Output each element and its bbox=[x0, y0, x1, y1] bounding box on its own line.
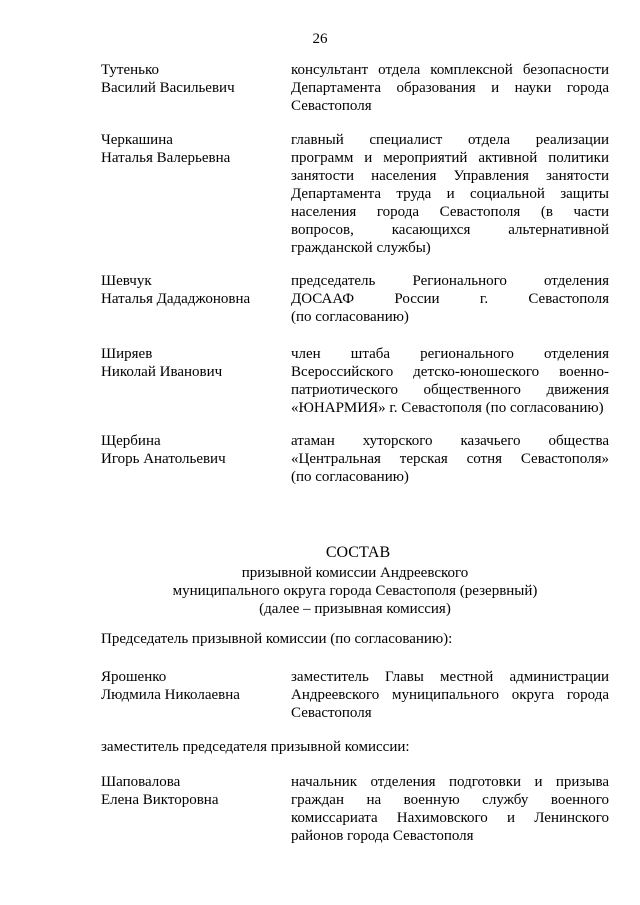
heading-line: муниципального округа города Севастополя (резервный) bbox=[172, 583, 538, 599]
section-heading-subtitle bbox=[0, 564, 640, 618]
role-line: гражданской службы) bbox=[291, 240, 431, 256]
given-names: Людмила Николаевна bbox=[101, 687, 240, 703]
role-line: «Центральная терская сотня Севастополя» bbox=[291, 451, 609, 467]
surname: Шевчук bbox=[101, 273, 152, 289]
given-names: Наталья Валерьевна bbox=[101, 150, 231, 166]
role-line: Севастополя bbox=[291, 98, 372, 114]
heading-line: призывной комиссии Андреевского bbox=[241, 565, 469, 581]
role-line: районов города Севастополя bbox=[291, 828, 474, 844]
role-line: консультант отдела комплексной безопасности bbox=[291, 62, 609, 78]
member-name bbox=[101, 668, 281, 704]
member-role bbox=[291, 61, 609, 115]
role-line: (по согласованию) bbox=[291, 469, 409, 485]
member-name bbox=[101, 432, 281, 468]
member-role bbox=[291, 272, 609, 326]
role-line: программ и мероприятий активной политики bbox=[291, 150, 609, 166]
given-names: Игорь Анатольевич bbox=[101, 451, 226, 467]
role-line: комиссариата Нахимовского и Ленинского bbox=[291, 810, 609, 826]
role-line: начальник отделения подготовки и призыва bbox=[291, 774, 609, 790]
member-role bbox=[291, 668, 609, 722]
member-role bbox=[291, 131, 609, 257]
role-line: Андреевского муниципального округа города bbox=[291, 687, 609, 703]
role-line: патриотического общественного движения bbox=[291, 382, 609, 398]
surname: Черкашина bbox=[101, 132, 173, 148]
role-line: член штаба регионального отделения bbox=[291, 346, 609, 362]
surname: Тутенько bbox=[101, 62, 160, 78]
surname: Ярошенко bbox=[101, 669, 167, 685]
role-line: (по согласованию) bbox=[291, 309, 409, 325]
chair-label: Председатель призывной комиссии (по согласованию): bbox=[101, 631, 453, 647]
member-name bbox=[101, 131, 281, 167]
role-line: Департамента труда и социальной защиты bbox=[291, 186, 609, 202]
role-line: Всероссийского детско-юношеского военно- bbox=[291, 364, 609, 380]
surname: Шаповалова bbox=[101, 774, 181, 790]
member-role bbox=[291, 432, 609, 486]
member-role bbox=[291, 773, 609, 845]
role-line: атаман хуторского казачьего общества bbox=[291, 433, 609, 449]
given-names: Василий Васильевич bbox=[101, 80, 235, 96]
given-names: Наталья Дададжоновна bbox=[101, 291, 251, 307]
role-line: Департамента образования и науки города bbox=[291, 80, 609, 96]
given-names: Николай Иванович bbox=[101, 364, 223, 380]
role-line: ДОСААФ России г. Севастополя bbox=[291, 291, 609, 307]
heading-line: (далее – призывная комиссия) bbox=[259, 601, 451, 617]
role-line: вопросов, касающихся альтернативной bbox=[291, 222, 609, 238]
page-number: 26 bbox=[312, 31, 328, 47]
member-name bbox=[101, 272, 281, 308]
role-line: Севастополя bbox=[291, 705, 372, 721]
deputy-label: заместитель председателя призывной комиссии: bbox=[101, 739, 410, 755]
role-line: граждан на военную службу военного bbox=[291, 792, 609, 808]
role-line: «ЮНАРМИЯ» г. Севастополя (по согласованию) bbox=[291, 400, 604, 416]
member-name bbox=[101, 773, 281, 809]
role-line: занятости населения Управления занятости bbox=[291, 168, 609, 184]
role-line: главный специалист отдела реализации bbox=[291, 132, 609, 148]
role-line: населения города Севастополя (в части bbox=[291, 204, 609, 220]
surname: Ширяев bbox=[101, 346, 153, 362]
role-line: заместитель Главы местной администрации bbox=[291, 669, 609, 685]
surname: Щербина bbox=[101, 433, 161, 449]
section-heading-title: СОСТАВ bbox=[325, 544, 391, 561]
given-names: Елена Викторовна bbox=[101, 792, 219, 808]
member-name bbox=[101, 345, 281, 381]
member-name bbox=[101, 61, 281, 97]
role-line: председатель Регионального отделения bbox=[291, 273, 609, 289]
member-role bbox=[291, 345, 609, 417]
